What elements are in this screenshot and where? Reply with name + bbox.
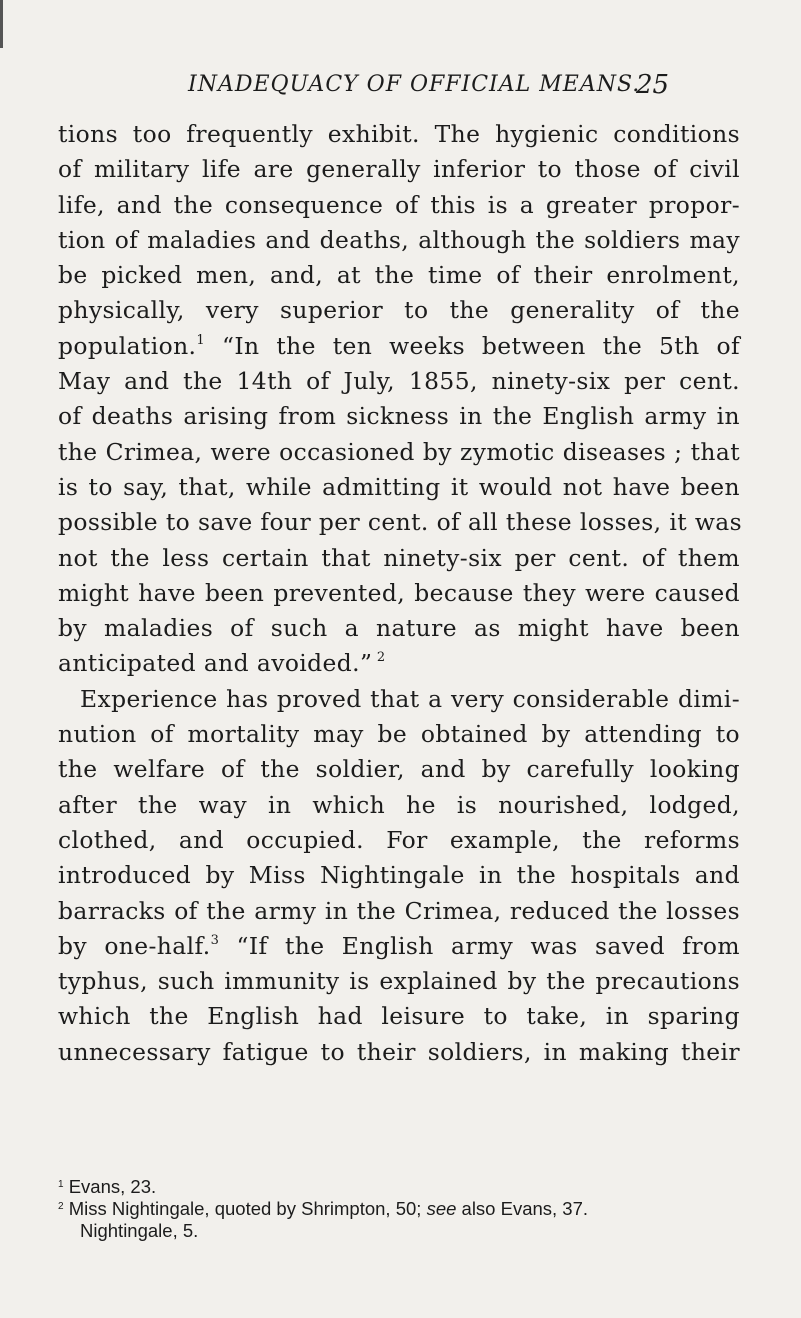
text-line (58, 823, 740, 858)
text-run: “In the ten weeks between the 5th of (205, 331, 740, 360)
text-run: of military life are generally inferior to those of civil (58, 155, 740, 184)
text-run: Nightingale, 5. (80, 1220, 199, 1241)
text-run: after the way in which he is nourished, lodged, (58, 790, 740, 819)
text-run: typhus, such immunity is explained by the precautions (58, 967, 740, 996)
text-run: of deaths arising from sickness in the English army in (58, 402, 740, 431)
footnote-ref: 1 (58, 1179, 64, 1190)
text-line (58, 152, 740, 187)
text-line (58, 894, 740, 929)
text-run: might have been prevented, because they were caused (58, 578, 740, 607)
text-line (58, 717, 740, 752)
text-run: the welfare of the soldier, and by carefully looking (58, 755, 740, 784)
italic-text: see (426, 1198, 457, 1219)
text-line (58, 646, 740, 681)
page-number: 25 (636, 70, 670, 100)
text-run: which the English had leisure to take, in sparing (58, 1002, 740, 1031)
text-line (58, 470, 740, 505)
text-line (58, 611, 740, 646)
text-line (58, 1035, 740, 1070)
text-run: population. (58, 331, 197, 360)
text-line (58, 752, 740, 787)
text-line (58, 576, 740, 611)
text-run: Evans, 23. (63, 1176, 157, 1197)
body-text (58, 117, 743, 1070)
footnote (58, 1176, 740, 1198)
footnote-ref: 2 (372, 650, 386, 666)
page-edge-mark (0, 0, 3, 48)
text-run: May and the 14th of July, 1855, ninety-six per cent. (58, 367, 740, 396)
text-run: unnecessary fatigue to their soldiers, in making their (58, 1037, 740, 1066)
text-line (58, 399, 740, 434)
text-line (58, 505, 743, 540)
text-line (58, 188, 740, 223)
text-run: tion of maladies and deaths, although the soldiers may (58, 225, 740, 254)
text-line (58, 682, 740, 717)
text-run: is to say, that, while admitting it would not have been (58, 472, 740, 501)
text-line (58, 541, 740, 576)
text-line (58, 435, 740, 470)
text-line (58, 258, 740, 293)
footnote (58, 1220, 740, 1242)
text-run: nution of mortality may be obtained by attending to (58, 720, 740, 749)
text-run: tions too frequently exhibit. The hygienic conditions (58, 120, 740, 148)
text-run: introduced by Miss Nightingale in the hospitals and (58, 861, 740, 890)
footnote-ref: 1 (196, 332, 206, 348)
text-line (58, 858, 740, 893)
text-run: life, and the consequence of this is a greater propor- (58, 190, 740, 219)
text-run: by one-half. (58, 931, 211, 960)
text-line (58, 223, 740, 258)
text-line (58, 293, 740, 328)
text-run: “If the English army was saved from (219, 931, 740, 960)
text-run: also Evans, 37. (456, 1198, 589, 1219)
text-line (58, 364, 740, 399)
text-run: barracks of the army in the Crimea, reduced the losses (58, 896, 740, 925)
footnote (58, 1198, 740, 1220)
text-run: possible to save four per cent. of all these losses, it was (58, 508, 743, 537)
text-run: not the less certain that ninety-six per cent. of them (58, 543, 740, 572)
text-line (58, 329, 740, 364)
text-line (58, 117, 740, 152)
text-run: anticipated and avoided.” (58, 649, 373, 678)
text-run: Miss Nightingale, quoted by Shrimpton, 50; (63, 1198, 427, 1219)
footnote-ref: 2 (58, 1201, 64, 1212)
text-run: be picked men, and, at the time of their enrolment, (58, 261, 740, 290)
text-line (58, 964, 740, 999)
footnotes (58, 1176, 740, 1242)
text-run: Experience has proved that a very considerable dimi- (80, 684, 740, 713)
text-line (58, 788, 740, 823)
footnote-ref: 3 (210, 932, 220, 948)
text-run: the Crimea, were occasioned by zymotic diseases ; that (58, 437, 740, 466)
text-run: physically, very superior to the generality of the (58, 296, 740, 325)
text-line (58, 999, 740, 1034)
text-line (58, 929, 740, 964)
running-header: INADEQUACY OF OFFICIAL MEANS. (188, 72, 641, 97)
text-run: by maladies of such a nature as might have been (58, 614, 740, 643)
text-run: clothed, and occupied. For example, the reforms (58, 825, 740, 854)
